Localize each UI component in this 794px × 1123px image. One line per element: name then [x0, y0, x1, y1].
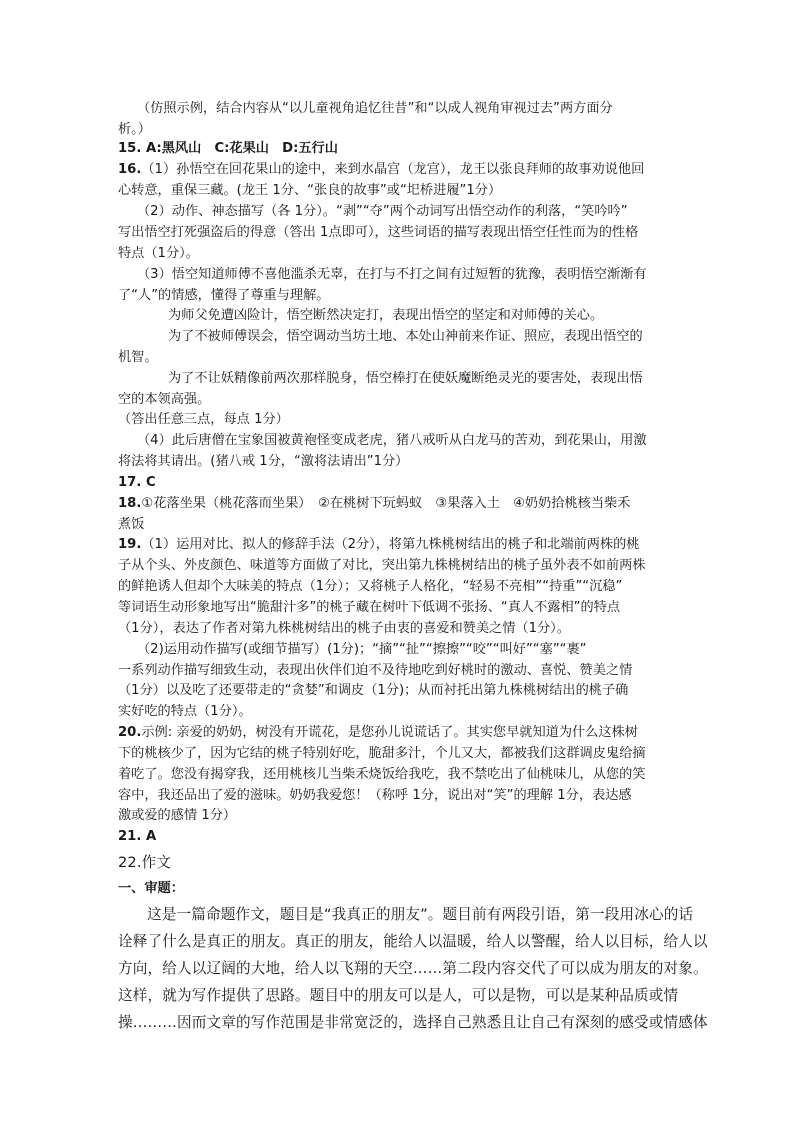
- line-text: （仿照示例，结合内容从“以儿童视角追忆往昔”和“以成人视角审视过去”两方面分: [137, 101, 613, 116]
- text-line: [118, 473, 156, 493]
- text-line: [118, 223, 638, 243]
- line-text: （2)运用动作描写(或细节描写）(1分)；“摘”“扯”“擦擦”“咬”“叫好”“塞”“裹”: [137, 642, 587, 657]
- text-line: [118, 286, 329, 306]
- line-text: 子从个头、外皮颜色、味道等方面做了对比，突出第九株桃树结出的桃子虽外表不如前两株: [118, 558, 646, 573]
- line-text: 这样，就为写作提供了思路。题目中的朋友可以是人，可以是物，可以是某种品质或情: [118, 987, 679, 1004]
- line-text: （1）孙悟空在回花果山的途中，来到水晶宫（龙宫），龙王以张良拜师的故事劝说他回: [141, 162, 645, 177]
- question-number: 20.: [118, 725, 142, 740]
- text-line: [137, 99, 613, 119]
- line-text: 特点（1分）。: [118, 246, 199, 261]
- line-text: 写出悟空打死强盗后的得意（答出 1点即可），这些词语的描写表现出悟空任性而为的性格: [118, 225, 639, 240]
- text-line: [118, 827, 156, 847]
- text-line: [118, 765, 646, 785]
- text-line: [118, 959, 708, 979]
- line-text: 的鲜艳诱人但却个大味美的特点（1分）；又将桃子人格化，“轻易不亮相”“持重”“沉稳”: [118, 579, 623, 594]
- line-text: 诠释了什么是真正的朋友。真正的朋友，能给人以温暖，给人以警醒，给人以目标，给人以: [118, 933, 708, 950]
- question-number: 17.: [118, 475, 142, 490]
- text-line: [118, 744, 646, 764]
- text-line: [118, 348, 158, 368]
- line-text: 激或爱的感情 1分）: [118, 808, 237, 823]
- text-line: [118, 681, 628, 701]
- text-line: [168, 369, 643, 389]
- line-text: 为师父免遭凶险计，悟空断然决定打，表现出悟空的坚定和对师傅的关心。: [168, 308, 604, 323]
- line-text: 一系列动作描写细致生动，表现出伙伴们迫不及待地吃到好桃时的激动、喜悦、赞美之情: [118, 663, 633, 678]
- text-line: [168, 306, 603, 326]
- text-line: [147, 905, 693, 925]
- text-line: [118, 139, 338, 159]
- text-line: [118, 494, 630, 514]
- line-text: 等词语生动形象地写出“脆甜汁多”的桃子藏在树叶下低调不张扬、“真人不露相”的特点: [118, 600, 621, 615]
- text-line: [118, 986, 678, 1006]
- text-line: [137, 640, 587, 660]
- line-text: （2）动作、神态描写（各 1分）。“剥”“夺”两个动词写出悟空动作的利落，“笑吟吟”: [137, 204, 628, 219]
- text-line: [118, 879, 184, 899]
- text-line: [118, 723, 638, 743]
- line-text: （答出任意三点，每点 1分）: [118, 412, 289, 427]
- question-number: 16.: [118, 162, 142, 177]
- text-line: [118, 410, 289, 430]
- line-text: 下的桃核少了，因为它结的桃子特别好吃，脆甜多汁，个儿又大，都被我们这群调皮鬼给摘: [118, 746, 646, 761]
- text-line: [118, 515, 144, 535]
- text-line: [118, 181, 501, 201]
- line-text: 为了不被师傅误会，悟空调动当坊土地、本处山神前来作证、照应，表现出悟空的: [168, 329, 643, 344]
- text-line: [118, 244, 199, 264]
- line-text: （1分），表达了作者对第九株桃树结出的桃子由衷的喜爱和赞美之情（1分）。: [118, 621, 570, 636]
- line-text: 心转意，重保三藏。(龙王 1分、“张良的故事”或“圯桥进履”1分）: [118, 183, 502, 198]
- text-line: [118, 786, 632, 806]
- line-text: A:黑风山 C:花果山 D:五行山: [141, 141, 338, 156]
- text-line: [118, 452, 408, 472]
- question-number: 18.: [118, 496, 142, 511]
- text-line: [137, 202, 628, 222]
- line-text: （4）此后唐僧在宝象国被黄袍怪变成老虎，猪八戒听从白龙马的苦劝，到花果山，用激: [137, 433, 647, 448]
- line-text: 为了不让妖精像前两次那样脱身，悟空棒打在使妖魔断绝灵光的要害处，表现出悟: [168, 371, 643, 386]
- text-line: [118, 535, 640, 555]
- line-text: 析。）: [118, 122, 151, 137]
- text-line: [168, 327, 643, 347]
- line-text: 煮饭: [118, 517, 145, 532]
- text-line: [118, 932, 708, 952]
- text-line: [118, 853, 171, 873]
- line-text: 机智。: [118, 350, 158, 365]
- text-line: [137, 431, 647, 451]
- line-text: （1）运用对比、拟人的修辞手法（2分），将第九株桃树结出的桃子和北端前两株的桃: [141, 537, 640, 552]
- line-text: （3）悟空知道师傅不喜他滥杀无辜，在打与不打之间有过短暂的犹豫，表明悟空渐渐有: [137, 267, 647, 282]
- line-text: 这是一篇命题作文，题目是“我真正的朋友”。题目前有两段引语，第一段用冰心的话: [147, 906, 694, 923]
- line-text: 了“人”的情感，懂得了尊重与理解。: [118, 288, 330, 303]
- question-number: 15.: [118, 141, 142, 156]
- line-text: 22.作文: [118, 854, 172, 871]
- text-line: [118, 619, 570, 639]
- line-text: 将法将其请出。(猪八戒 1分，“激将法请出”1分）: [118, 454, 409, 469]
- text-line: [118, 1013, 708, 1033]
- line-text: 容中，我还品出了爱的滋味。奶奶我爱您！（称呼 1分，说出对“笑”的理解 1分，表达感: [118, 788, 632, 803]
- text-line: [118, 577, 622, 597]
- question-number: 19.: [118, 537, 142, 552]
- text-line: [118, 702, 252, 722]
- line-text: A: [141, 829, 157, 844]
- line-text: 实好吃的特点（1分）。: [118, 704, 252, 719]
- line-text: 一、审题：: [118, 881, 184, 896]
- text-line: [118, 160, 644, 180]
- line-text: 方向，给人以辽阔的大地，给人以飞翔的天空……第二段内容交代了可以成为朋友的对象。: [118, 960, 708, 977]
- text-line: [137, 265, 647, 285]
- line-text: 操………因而文章的写作范围是非常宽泛的，选择自己熟悉且让自己有深刻的感受或情感体: [118, 1014, 708, 1031]
- text-line: [118, 661, 632, 681]
- line-text: 空的本领高强。: [118, 392, 211, 407]
- text-line: [118, 556, 646, 576]
- text-line: [118, 390, 210, 410]
- line-text: ①花落坐果（桃花落而坐果） ②在桃树下玩蚂蚁 ③果落入土 ④奶奶拾桃核当柴禾: [141, 496, 631, 511]
- line-text: 示例: 亲爱的奶奶，树没有开谎花，是您孙儿说谎话了。其实您早就知道为什么这株树: [141, 725, 638, 740]
- line-text: （1分）以及吃了还要带走的“贪婪”和调皮（1分)；从而衬托出第九株桃树结出的桃子确: [118, 683, 629, 698]
- question-number: 21.: [118, 829, 142, 844]
- text-line: [118, 598, 620, 618]
- line-text: 着吃了。您没有揭穿我，还用桃核儿当柴禾烧饭给我吃，我不禁吃出了仙桃味儿，从您的笑: [118, 767, 646, 782]
- line-text: C: [141, 475, 156, 490]
- text-line: [118, 120, 151, 140]
- text-line: [118, 806, 236, 826]
